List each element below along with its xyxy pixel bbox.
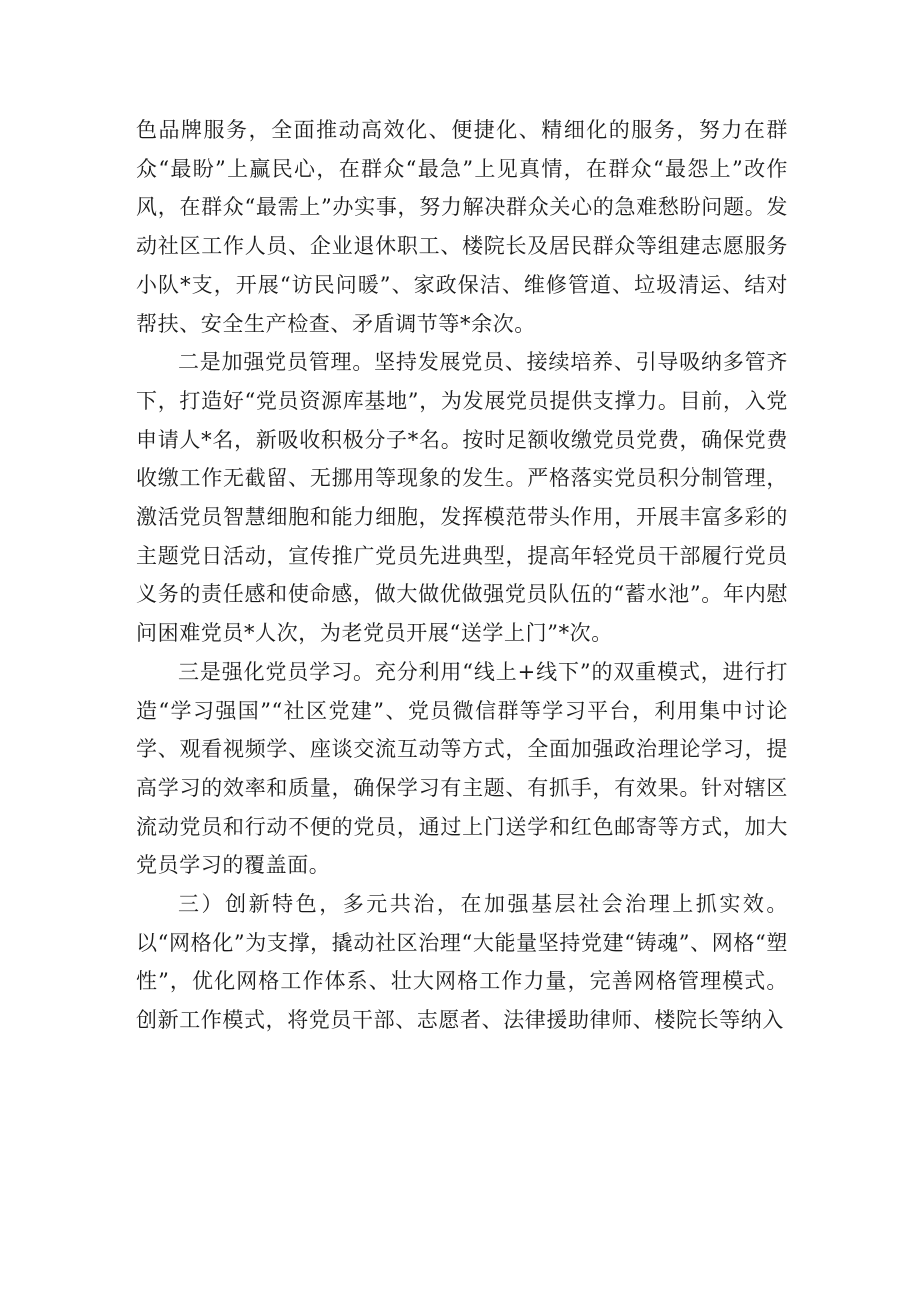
paragraph-party-member-study: 三是强化党员学习。充分利用“线上+线下”的双重模式，进行打造“学习强国”“社区党建”、党员微信群等学习平台，利用集中讨论学、观看视频学、座谈交流互动等方式，全面加强政治理论学习，提高学习的效率和质量，确保学习有主题、有抓手，有效果。针对辖区流动党员和行动不便的党员，通过上门送学和红色邮寄等方式，加大党员学习的覆盖面。 bbox=[136, 659, 788, 878]
paragraph-grassroots-governance: 三）创新特色，多元共治，在加强基层社会治理上抓实效。以“网格化”为支撑，撬动社区治理“大能量坚持党建“铸魂”、网格“塑性”，优化网格工作体系、壮大网格工作力量，完善网格管理模式。创新工作模式，将党员干部、志愿者、法律援助律师、楼院长等纳入 bbox=[136, 892, 788, 1033]
paragraph-service-continuation: 色品牌服务，全面推动高效化、便捷化、精细化的服务，努力在群众“最盼”上赢民心，在群众“最急”上见真情，在群众“最怨上”改作风，在群众“最需上”办实事，努力解决群众关心的急难愁盼问题。发动社区工作人员、企业退休职工、楼院长及居民群众等组建志愿服务小队*支，开展“访民问暖”、家政保洁、维修管道、垃圾清运、结对帮扶、安全生产检查、矛盾调节等*余次。 bbox=[136, 118, 788, 336]
paragraph-party-member-management: 二是加强党员管理。坚持发展党员、接续培养、引导吸纳多管齐下，打造好“党员资源库基地”，为发展党员提供支撑力。目前，入党申请人*名，新吸收积极分子*名。按时足额收缴党员党费，确保党费收缴工作无截留、无挪用等现象的发生。严格落实党员积分制管理，激活党员智慧细胞和能力细胞，发挥模范带头作用，开展丰富多彩的主题党日活动，宣传推广党员先进典型，提高年轻党员干部履行党员义务的责任感和使命感，做大做优做强党员队伍的“蓄水池”。年内慰问困难党员*人次，为老党员开展“送学上门”*次。 bbox=[136, 350, 788, 646]
document-body bbox=[136, 111, 788, 1040]
